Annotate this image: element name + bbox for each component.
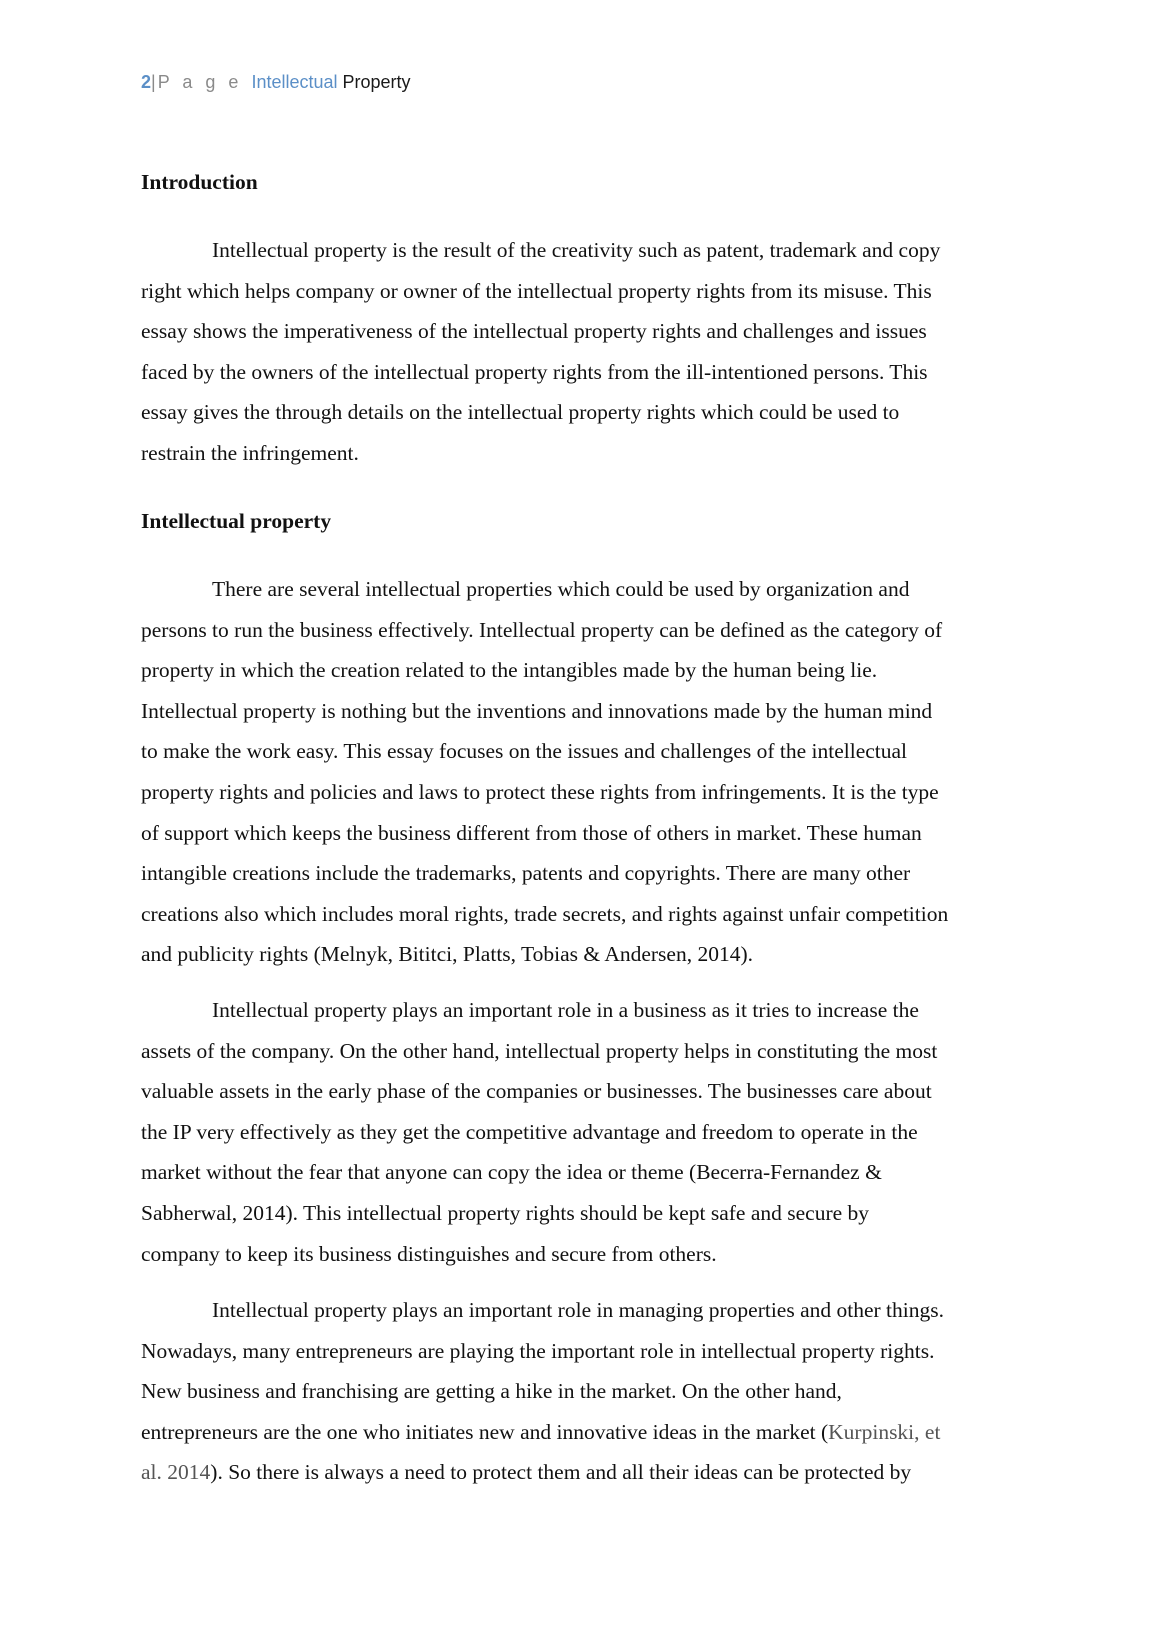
text-line: creations also which includes moral rights, trade secrets, and rights against unfair competition bbox=[141, 901, 949, 926]
text-segment: entrepreneurs are the one who initiates new and innovative ideas in the market ( bbox=[141, 1419, 829, 1444]
text-line: There are several intellectual properties which could be used by organization and bbox=[212, 577, 910, 601]
citation-text: al. 2014 bbox=[141, 1460, 211, 1485]
text-line: assets of the company. On the other hand, intellectual property helps in constituting the most bbox=[141, 1038, 938, 1063]
citation-text: Kurpinski, et bbox=[828, 1419, 941, 1444]
text-line: essay shows the imperativeness of the intellectual property rights and challenges and issues bbox=[141, 319, 927, 344]
paragraph-ip-1 bbox=[141, 569, 1041, 975]
text-line: restrain the infringement. bbox=[141, 440, 359, 465]
heading-introduction: Introduction bbox=[141, 170, 258, 194]
text-line: New business and franchising are getting a hike in the market. On the other hand, bbox=[141, 1379, 842, 1404]
text-line: valuable assets in the early phase of the companies or businesses. The businesses care about bbox=[141, 1079, 932, 1104]
header-separator: | bbox=[151, 72, 156, 92]
text-line: property rights and policies and laws to protect these rights from infringements. It is the type bbox=[141, 779, 939, 804]
header-title-part2: Property bbox=[342, 72, 411, 92]
heading-intellectual-property: Intellectual property bbox=[141, 509, 332, 533]
page-number: 2 bbox=[141, 72, 152, 92]
text-line: to make the work easy. This essay focuses on the issues and challenges of the intellectual bbox=[141, 739, 908, 764]
page-header bbox=[141, 70, 411, 94]
text-line: intangible creations include the trademarks, patents and copyrights. There are many other bbox=[141, 861, 911, 886]
text-line: right which helps company or owner of the intellectual property rights from its misuse. This bbox=[141, 278, 932, 303]
text-line: Nowadays, many entrepreneurs are playing the important role in intellectual property rights. bbox=[141, 1338, 935, 1363]
text-line: Intellectual property plays an important role in managing properties and other things. bbox=[212, 1298, 944, 1322]
text-segment: ). So there is always a need to protect them and all their ideas can be protected by bbox=[210, 1460, 912, 1485]
text-line: of support which keeps the business different from those of others in market. These human bbox=[141, 820, 922, 845]
paragraph-introduction bbox=[141, 230, 1041, 474]
text-line: Intellectual property is nothing but the inventions and innovations made by the human mind bbox=[141, 698, 933, 723]
text-line: faced by the owners of the intellectual property rights from the ill-intentioned persons. This bbox=[141, 359, 928, 384]
text-line: the IP very effectively as they get the competitive advantage and freedom to operate in the bbox=[141, 1119, 918, 1144]
text-line: Sabherwal, 2014). This intellectual property rights should be kept safe and secure by bbox=[141, 1200, 870, 1225]
text-line bbox=[141, 1412, 1041, 1453]
header-title-part1: Intellectual bbox=[251, 72, 338, 92]
page-label: P a g e bbox=[157, 72, 243, 92]
paragraph-ip-2 bbox=[141, 990, 1041, 1274]
text-line: and publicity rights (Melnyk, Bititci, Platts, Tobias & Andersen, 2014). bbox=[141, 942, 753, 967]
text-line: persons to run the business effectively. Intellectual property can be defined as the category of bbox=[141, 617, 943, 642]
text-line: essay gives the through details on the intellectual property rights which could be used to bbox=[141, 400, 900, 425]
text-line: company to keep its business distinguishes and secure from others. bbox=[141, 1241, 717, 1266]
text-line: Intellectual property plays an important role in a business as it tries to increase the bbox=[212, 998, 919, 1022]
text-line bbox=[141, 1452, 1041, 1493]
text-line: property in which the creation related to the intangibles made by the human being lie. bbox=[141, 658, 878, 683]
paragraph-ip-3 bbox=[141, 1290, 1041, 1493]
text-line: Intellectual property is the result of the creativity such as patent, trademark and copy bbox=[212, 238, 941, 262]
text-line: market without the fear that anyone can copy the idea or theme (Becerra-Fernandez & bbox=[141, 1160, 882, 1185]
